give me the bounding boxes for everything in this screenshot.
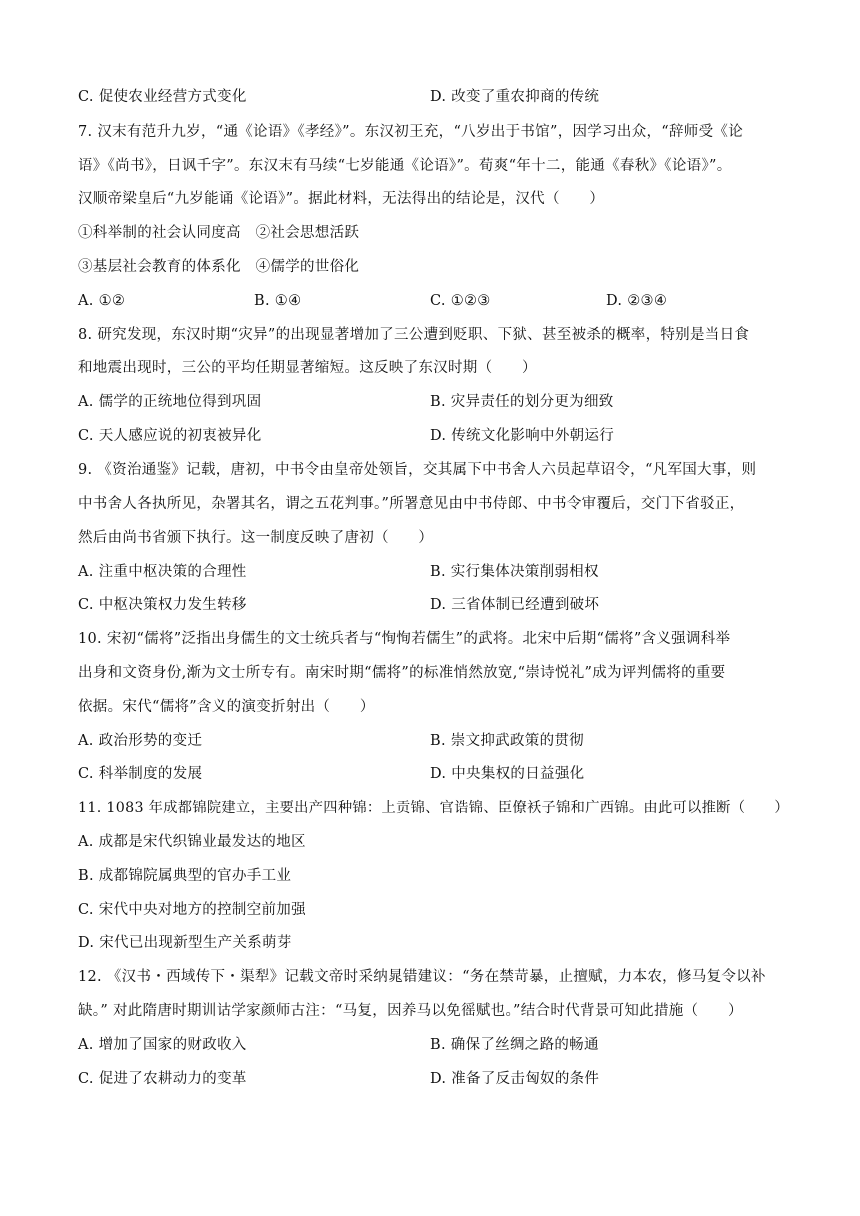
question-10-text-line: 出身和文资身份,渐为文士所专有。南宋时期“儒将”的标准悄然放宽,“崇诗悦礼”成为评判儒将的重要	[78, 665, 726, 681]
question-12-option-b: B. 确保了丝绸之路的畅通	[430, 1037, 599, 1053]
question-12-option-a: A. 增加了国家的财政收入	[78, 1037, 247, 1053]
question-9-option-c: C. 中枢决策权力发生转移	[78, 597, 247, 613]
question-10-option-c: C. 科举制度的发展	[78, 766, 203, 782]
question-8-text-line: 8. 研究发现，东汉时期“灾异”的出现显著增加了三公遭到贬职、下狱、甚至被杀的概率，特别是当日食	[78, 327, 750, 343]
question-7-item-line: ①科举制的社会认同度高 ②社会思想活跃	[78, 225, 360, 241]
question-11-option-c: C. 宋代中央对地方的控制空前加强	[78, 902, 306, 918]
question-11-option-a: A. 成都是宋代织锦业最发达的地区	[78, 834, 306, 850]
question-12-text-line: 缺。” 对此隋唐时期训诂学家颜师古注：“马复，因养马以免徭赋也。”结合时代背景可知此措施（ ）	[78, 1003, 743, 1019]
question-7-option-b: B. ①④	[254, 293, 302, 309]
option-d-prev: D. 改变了重农抑商的传统	[430, 89, 600, 105]
question-12-option-d: D. 准备了反击匈奴的条件	[430, 1071, 600, 1087]
question-10-option-d: D. 中央集权的日益强化	[430, 766, 585, 782]
question-8-option-d: D. 传统文化影响中外朝运行	[430, 428, 615, 444]
question-9-option-b: B. 实行集体决策削弱相权	[430, 564, 599, 580]
question-7-option-a: A. ①②	[78, 293, 126, 309]
option-c-prev: C. 促使农业经营方式变化	[78, 89, 247, 105]
question-7-text-line: 语》《尚书》，日讽千字”。东汉末有马续“七岁能通《论语》”。荀爽“年十二，能通《春秋》《论语》”。	[78, 158, 732, 174]
question-11-option-b: B. 成都锦院属典型的官办手工业	[78, 868, 292, 884]
question-10-text-line: 10. 宋初“儒将”泛指出身儒生的文士统兵者与“恂恂若儒生”的武将。北宋中后期“儒将”含义强调科举	[78, 631, 731, 647]
question-10-text-line: 依据。宋代“儒将”含义的演变折射出（ ）	[78, 699, 375, 715]
question-9-text-line: 中书舍人各执所见，杂署其名，谓之五花判事。”所署意见由中书侍郎、中书令审覆后，交门下省驳正，	[78, 496, 745, 512]
question-8-option-a: A. 儒学的正统地位得到巩固	[78, 394, 262, 410]
question-10-option-a: A. 政治形势的变迁	[78, 733, 203, 749]
question-9-option-a: A. 注重中枢决策的合理性	[78, 564, 247, 580]
question-12-option-c: C. 促进了农耕动力的变革	[78, 1071, 247, 1087]
question-7-text-line: 7. 汉末有范升九岁，“通《论语》《孝经》”。东汉初王充，“八岁出于书馆”，因学习出众，“辞师受《论	[78, 124, 744, 140]
question-7-item-line: ③基层社会教育的体系化 ④儒学的世俗化	[78, 259, 360, 275]
question-8-text-line: 和地震出现时，三公的平均任期显著缩短。这反映了东汉时期（ ）	[78, 360, 537, 376]
question-11-text-line: 11. 1083 年成都锦院建立，主要出产四种锦：上贡锦、官诰锦、臣僚袄子锦和广西锦。由此可以推断（ ）	[78, 800, 789, 816]
question-11-option-d: D. 宋代已出现新型生产关系萌芽	[78, 935, 292, 951]
question-8-option-b: B. 灾异责任的划分更为细致	[430, 394, 614, 410]
question-7-option-d: D. ②③④	[606, 293, 668, 309]
question-7-option-c: C. ①②③	[430, 293, 491, 309]
question-12-text-line: 12. 《汉书・西域传下・渠犁》记载文帝时采纳晁错建议：“务在禁苛暴，止擅赋，力本农，修马复令以补	[78, 969, 766, 985]
question-10-option-b: B. 崇文抑武政策的贯彻	[430, 733, 584, 749]
question-8-option-c: C. 天人感应说的初衷被异化	[78, 428, 262, 444]
question-9-text-line: 然后由尚书省颁下执行。这一制度反映了唐初（ ）	[78, 530, 434, 546]
question-9-option-d: D. 三省体制已经遭到破坏	[430, 597, 600, 613]
question-9-text-line: 9. 《资治通鉴》记载，唐初，中书令由皇帝处领旨，交其属下中书舍人六员起草诏令，“凡军国大事，则	[78, 462, 757, 478]
question-7-text-line: 汉顺帝梁皇后“九岁能诵《论语》”。据此材料，无法得出的结论是，汉代（ ）	[78, 191, 605, 207]
